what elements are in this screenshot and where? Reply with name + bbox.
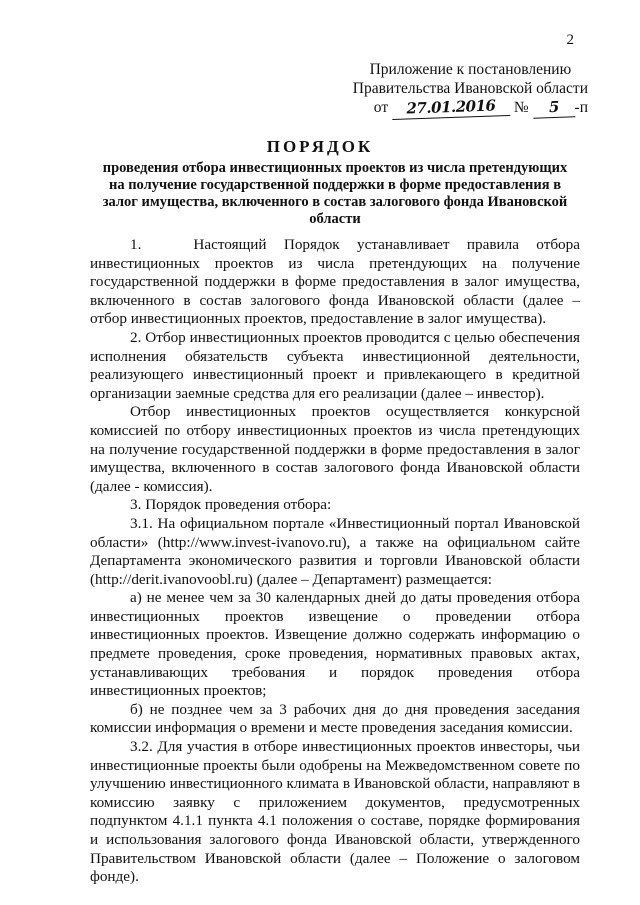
paragraph-6: а) не менее чем за 30 календарных дней до даты проведения отбора инвестиционных проектов извещение о проведении отбора инвестиционных проектов. Извещение должно содержать информацию о предмете проведения, сроке проведения, нормативных правовых актах, устанавливающих требования и порядок проведения отбора инвестиционных проектов; (90, 589, 580, 700)
document-body (90, 236, 580, 887)
appendix-line-2: Правительства Ивановской области (352, 80, 588, 97)
appendix-header (353, 60, 588, 118)
paragraph-8: 3.2. Для участия в отборе инвестиционных проектов инвесторы, чьи инвестиционные проекты были одобрены на Межведомственном совете по улучшению инвестиционного климата в Ивановской области, направляют в комиссию заявку с приложением документов, предусмотренных подпунктом 4.1.1 пункта 4.1 положения о составе, порядке формирования и использования залогового фонда Ивановской области, утвержденного Правительством Ивановской области (далее – Положение о залоговом фонде). (90, 738, 580, 886)
page-number: 2 (566, 32, 574, 48)
paragraph-3: Отбор инвестиционных проектов осуществляется конкурсной комиссией по отбору инвестиционных проектов из числа претендующих на получение государственной поддержки в форме предоставления в залог имущества, включенного в состав залогового фонда Ивановской области (далее - комиссия). (90, 403, 580, 495)
from-label: от (373, 99, 389, 116)
paragraph-5: 3.1. На официальном портале «Инвестиционный портал Ивановской области» (http://www.invest-ivanovo.ru), а также на официальном сайте Департамента экономического развития и торговли Ивановской области (http://derit.ivanovoobl.ru) (далее – Департамент) размещается: (90, 514, 580, 588)
handwritten-number: 5 (532, 97, 575, 118)
number-label: № (513, 99, 529, 116)
document-title: ПОРЯДОК (266, 137, 374, 156)
document-subtitle: проведения отбора инвестиционных проектов из числа претендующих на получение государственной поддержки в форме предоставления в залог имущества, включенного в состав залогового фонда Ивановской области (102, 160, 568, 227)
paragraph-1: 1. Настоящий Порядок устанавливает правила отбора инвестиционных проектов из числа претендующих на получение государственной поддержки в форме предоставления в залог имущества, включенного в состав залогового фонда Ивановской области (далее – отбор инвестиционных проектов, предоставление в залог имущества). (90, 236, 580, 328)
appendix-signature-line (353, 98, 588, 118)
appendix-line-1: Приложение к постановлению (369, 61, 572, 78)
number-suffix: -п (574, 99, 588, 116)
paragraph-7: б) не позднее чем за 3 рабочих дня до дня проведения заседания комиссии информация о времени и месте проведения заседания комиссии. (90, 700, 580, 737)
paragraph-4: 3. Порядок проведения отбора: (130, 496, 332, 514)
handwritten-date: 27.01.2016 (392, 96, 511, 120)
paragraph-2: 2. Отбор инвестиционных проектов проводится с целью обеспечения исполнения обязательств субъекта инвестиционной деятельности, реализующего инвестиционный проект и привлекающего в кредитной организации заемные средства для его реализации (далее – инвестор). (90, 328, 580, 402)
